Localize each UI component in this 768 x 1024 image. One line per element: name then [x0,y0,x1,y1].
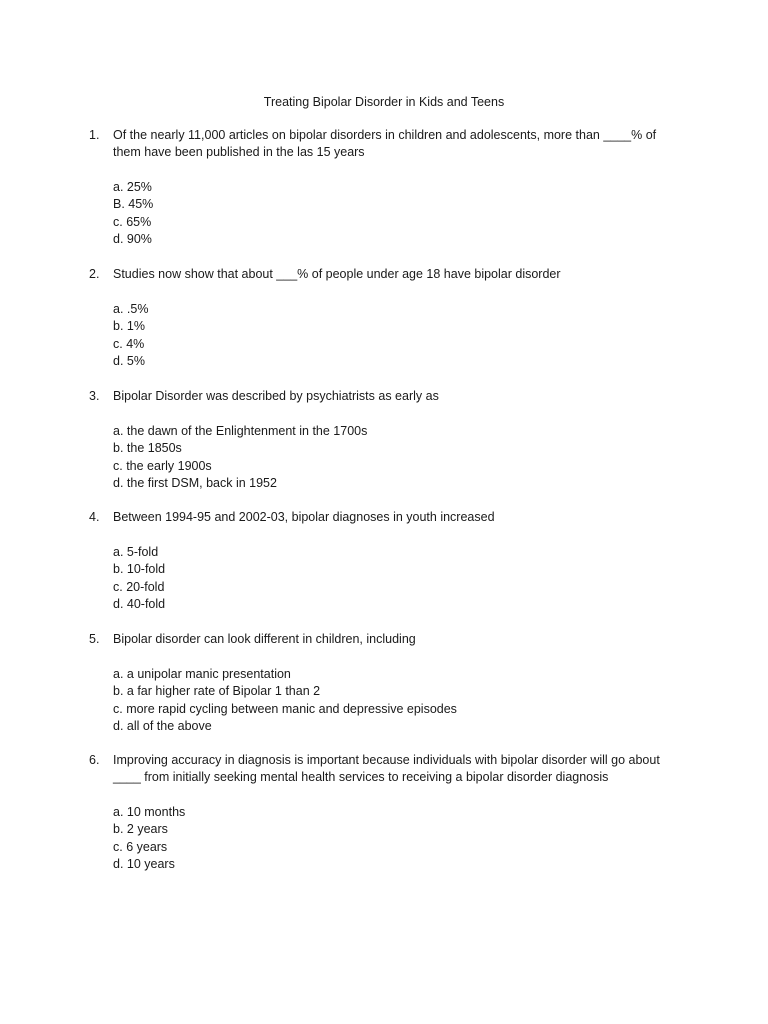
answer-option-b: B. 45% [113,197,154,212]
answer-option-c: c. 65% [113,214,152,229]
document-title: Treating Bipolar Disorder in Kids and Teens [263,95,505,109]
answer-options [113,301,148,371]
answer-option-c: c. 6 years [113,839,168,854]
answer-option-c: c. 20-fold [113,579,165,594]
question-number: 3. [89,389,100,403]
question-text: Of the nearly 11,000 articles on bipolar disorders in children and adolescents, more than ____% of them have been published in the las 15 years [113,128,657,160]
question-text: Between 1994-95 and 2002-03, bipolar diagnoses in youth increased [113,510,495,524]
answer-options [113,423,367,493]
question-number: 4. [89,510,100,524]
answer-option-b: b. a far higher rate of Bipolar 1 than 2 [113,684,321,699]
answer-option-b: b. 10-fold [113,562,166,577]
question-number: 2. [89,267,100,281]
answer-option-b: b. 1% [113,319,145,334]
answer-option-a: a. a unipolar manic presentation [113,667,291,681]
answer-option-d: d. 40-fold [113,597,166,612]
answer-option-d: d. all of the above [113,719,212,734]
question-text: Improving accuracy in diagnosis is important because individuals with bipolar disorder will go about ____ from initially seeking mental health services to receiving a bipolar disorder diagnosis [113,753,660,785]
question-text: Bipolar disorder can look different in children, including [113,632,416,646]
answer-option-b: b. 2 years [113,822,168,837]
question-text: Bipolar Disorder was described by psychiatrists as early as [113,389,439,403]
answer-option-a: a. the dawn of the Enlightenment in the 1700s [113,424,368,438]
answer-option-a: a. .5% [113,302,149,316]
answer-option-d: d. 10 years [113,857,175,872]
answer-option-a: a. 10 months [113,805,186,819]
answer-option-a: a. 25% [113,180,152,194]
question-number: 5. [89,632,100,646]
answer-option-b: b. the 1850s [113,441,182,456]
answer-options [113,544,165,614]
answer-option-d: d. 90% [113,232,152,247]
answer-options [113,804,185,874]
answer-options [113,666,457,736]
question-number: 6. [89,753,100,767]
answer-options [113,179,153,249]
answer-option-a: a. 5-fold [113,545,159,559]
answer-option-d: d. the first DSM, back in 1952 [113,476,277,491]
answer-option-c: c. more rapid cycling between manic and depressive episodes [113,701,457,716]
answer-option-c: c. the early 1900s [113,458,212,473]
question-number: 1. [89,128,100,142]
answer-option-c: c. 4% [113,336,145,351]
question-text: Studies now show that about ___% of people under age 18 have bipolar disorder [113,267,561,281]
answer-option-d: d. 5% [113,354,145,369]
